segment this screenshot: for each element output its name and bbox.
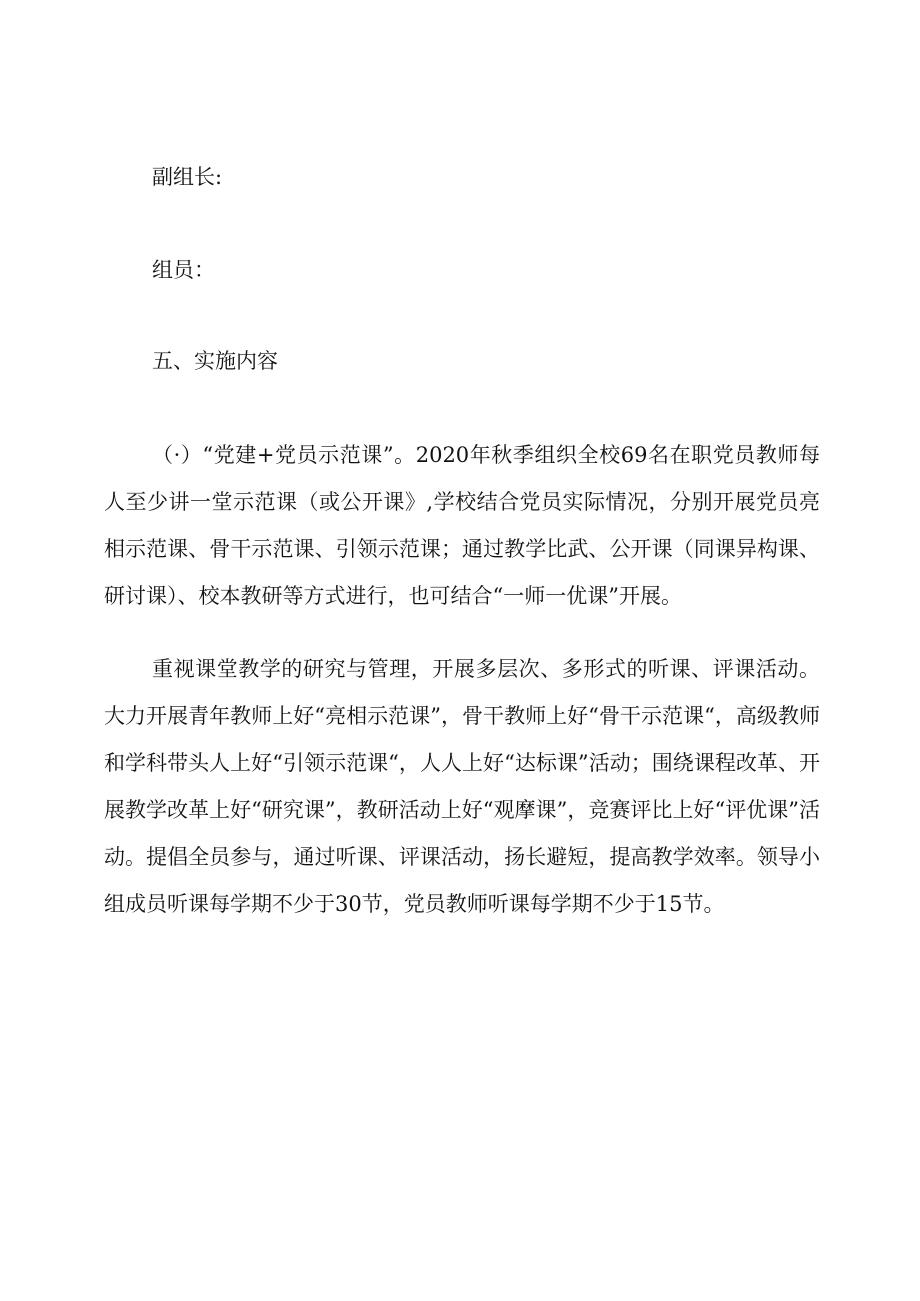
paragraph-demonstration-class: （·）“党建+党员示范课”。2020年秋季组织全校69名在职党员教师每人至少讲一堂示范课（或公开课》,学校结合党员实际情况，分别开展党员亮相示范课、骨干示范课、引领示范课；通过教学比武、公开课（同课异构课、研讨课）、校本教研等方式进行，也可结合“一师一优课”开展。 [104, 443, 820, 608]
vice-leader-label: 副组长: [152, 165, 223, 189]
section-title: 五、实施内容 [152, 349, 278, 373]
paragraph-lesson-observation: 重视课堂教学的研究与管理，开展多层次、多形式的听课、评课活动。大力开展青年教师上好“亮相示范课”，骨干教师上好“骨干示范课“，高级教师和学科带头人上好“引领示范课“，人人上好“达标课”活动；围绕课程改革、开展教学改革上好“研究课”，教研活动上好“观摩课”，竞赛评比上好“评优课”活动。提倡全员参与，通过听课、评课活动，扬长避短，提高教学效率。领导小组成员听课每学期不少于30节，党员教师听课每学期不少于15节。 [104, 657, 820, 916]
members-label: 组员： [152, 258, 215, 282]
